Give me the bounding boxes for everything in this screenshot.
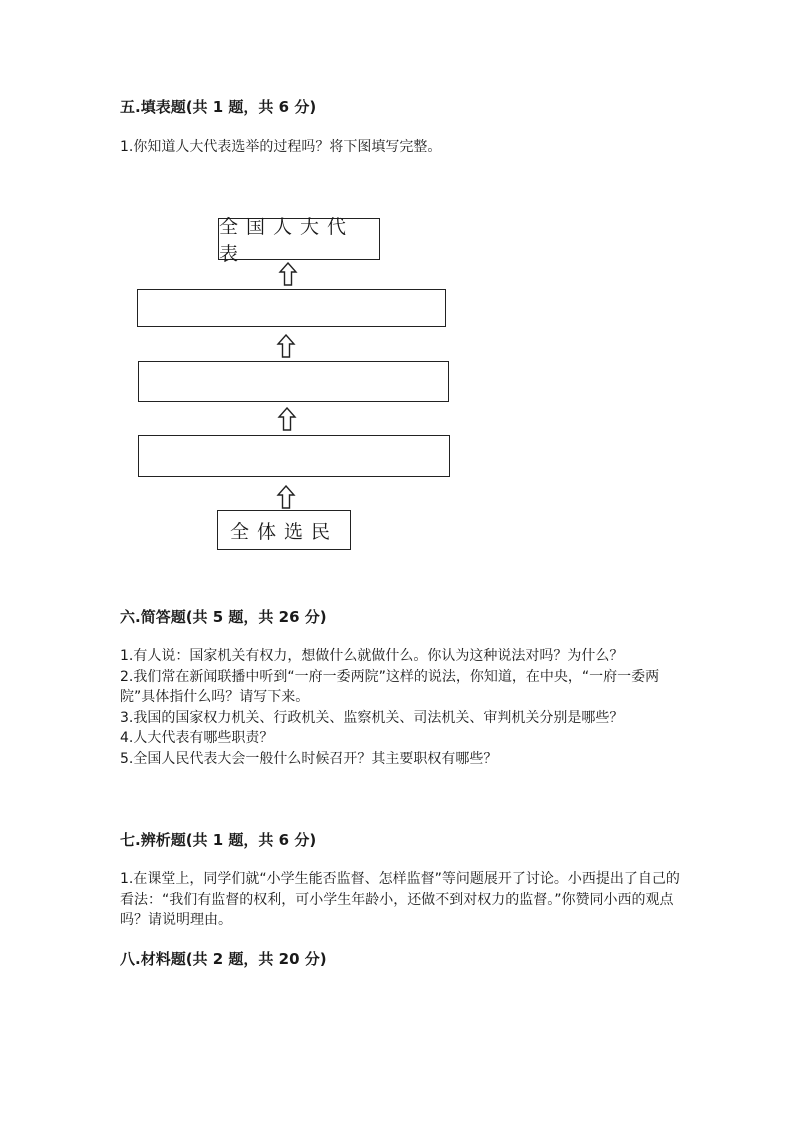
diagram-top-box: 全国人大代表 (218, 218, 380, 260)
list-item: 3.我国的国家权力机关、行政机关、监察机关、司法机关、审判机关分别是哪些？ (120, 709, 624, 726)
diagram-blank-box-1[interactable] (137, 289, 446, 327)
diagram-blank-box-2[interactable] (138, 361, 449, 402)
diagram-bottom-box: 全体选民 (217, 510, 351, 550)
up-arrow-icon (276, 485, 296, 509)
up-arrow-icon (278, 262, 298, 286)
section-6-question-list (120, 646, 680, 769)
section-5-question-1: 1.你知道人大代表选举的过程吗？将下图填写完整。 (120, 139, 442, 155)
diagram-blank-box-3[interactable] (138, 435, 450, 477)
section-7-heading: 七.辨析题(共 1 题，共 6 分) (120, 831, 317, 849)
section-5-heading: 五.填表题(共 1 题，共 6 分) (120, 98, 317, 116)
list-item: 2.我们常在新闻联播中听到“一府一委两院”这样的说法，你知道，在中央，“一府一委两院”具体指什么吗？请写下来。 (120, 668, 660, 705)
election-flow-diagram (0, 200, 794, 560)
section-8-heading: 八.材料题(共 2 题，共 20 分) (120, 950, 327, 968)
up-arrow-icon (277, 407, 297, 431)
section-7-question-1: 1.在课堂上，同学们就“小学生能否监督、怎样监督”等问题展开了讨论。小西提出了自己的看法：“我们有监督的权利，可小学生年龄小，还做不到对权力的监督。”你赞同小西的观点吗？请说明理由。 (120, 871, 680, 928)
list-item: 4.人大代表有哪些职责？ (120, 730, 274, 746)
section-6-heading: 六.简答题(共 5 题，共 26 分) (120, 608, 327, 626)
up-arrow-icon (276, 334, 296, 358)
list-item: 1.有人说：国家机关有权力，想做什么就做什么。你认为这种说法对吗？为什么？ (120, 648, 624, 664)
list-item: 5.全国人民代表大会一般什么时候召开？其主要职权有哪些？ (120, 750, 498, 767)
